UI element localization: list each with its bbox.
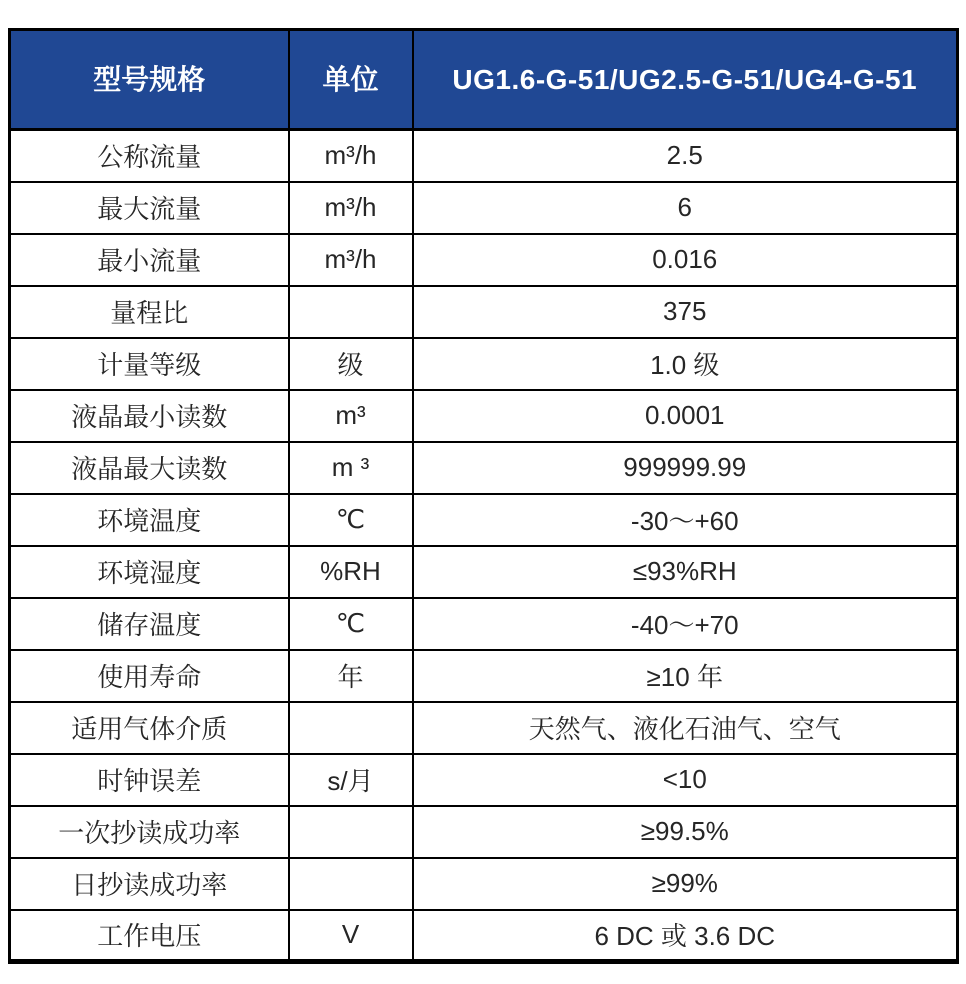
spec-unit-cell bbox=[289, 806, 413, 858]
table-row bbox=[10, 182, 958, 234]
spec-unit-cell: 年 bbox=[289, 650, 413, 702]
table-row bbox=[10, 546, 958, 598]
table-row bbox=[10, 806, 958, 858]
spec-label-cell: 适用气体介质 bbox=[10, 702, 289, 754]
spec-unit-cell: %RH bbox=[289, 546, 413, 598]
spec-label-cell: 一次抄读成功率 bbox=[10, 806, 289, 858]
spec-value-cell: ≤93%RH bbox=[413, 546, 958, 598]
spec-unit-cell bbox=[289, 286, 413, 338]
table-row bbox=[10, 650, 958, 702]
spec-label-cell: 时钟误差 bbox=[10, 754, 289, 806]
spec-label-cell: 计量等级 bbox=[10, 338, 289, 390]
header-row bbox=[10, 30, 958, 130]
spec-label-cell: 公称流量 bbox=[10, 130, 289, 182]
spec-unit-cell: m³/h bbox=[289, 182, 413, 234]
spec-unit-cell: m³ bbox=[289, 390, 413, 442]
table-row bbox=[10, 234, 958, 286]
spec-value-cell: 375 bbox=[413, 286, 958, 338]
spec-value-cell: -30～+60 bbox=[413, 494, 958, 546]
spec-label-cell: 日抄读成功率 bbox=[10, 858, 289, 910]
spec-label-cell: 环境温度 bbox=[10, 494, 289, 546]
spec-value-cell: <10 bbox=[413, 754, 958, 806]
spec-value-cell: -40～+70 bbox=[413, 598, 958, 650]
spec-value-cell: ≥10 年 bbox=[413, 650, 958, 702]
header-cell-model-series: UG1.6-G-51/UG2.5-G-51/UG4-G-51 bbox=[413, 30, 958, 130]
spec-value-cell: 0.0001 bbox=[413, 390, 958, 442]
spec-value-cell: 6 bbox=[413, 182, 958, 234]
spec-unit-cell: s/月 bbox=[289, 754, 413, 806]
spec-unit-cell: V bbox=[289, 910, 413, 962]
spec-label-cell: 量程比 bbox=[10, 286, 289, 338]
spec-unit-cell: m ³ bbox=[289, 442, 413, 494]
spec-label-cell: 使用寿命 bbox=[10, 650, 289, 702]
spec-label-cell: 储存温度 bbox=[10, 598, 289, 650]
spec-label-cell: 工作电压 bbox=[10, 910, 289, 962]
table-row bbox=[10, 130, 958, 182]
spec-value-cell: 1.0 级 bbox=[413, 338, 958, 390]
spec-value-cell: 2.5 bbox=[413, 130, 958, 182]
spec-unit-cell: ℃ bbox=[289, 494, 413, 546]
spec-unit-cell: m³/h bbox=[289, 130, 413, 182]
spec-label-cell: 最小流量 bbox=[10, 234, 289, 286]
spec-value-cell: 0.016 bbox=[413, 234, 958, 286]
spec-unit-cell: m³/h bbox=[289, 234, 413, 286]
header-cell-model: 型号规格 bbox=[10, 30, 289, 130]
table-row bbox=[10, 910, 958, 962]
spec-value-cell: ≥99.5% bbox=[413, 806, 958, 858]
table-row bbox=[10, 390, 958, 442]
spec-table-header bbox=[10, 30, 958, 130]
spec-value-cell: 天然气、液化石油气、空气 bbox=[413, 702, 958, 754]
spec-table bbox=[8, 28, 959, 964]
table-row bbox=[10, 754, 958, 806]
spec-label-cell: 最大流量 bbox=[10, 182, 289, 234]
table-row bbox=[10, 442, 958, 494]
spec-label-cell: 环境湿度 bbox=[10, 546, 289, 598]
spec-unit-cell: 级 bbox=[289, 338, 413, 390]
spec-unit-cell bbox=[289, 702, 413, 754]
spec-table-body bbox=[10, 130, 958, 962]
table-row bbox=[10, 702, 958, 754]
spec-value-cell: 6 DC 或 3.6 DC bbox=[413, 910, 958, 962]
spec-label-cell: 液晶最大读数 bbox=[10, 442, 289, 494]
table-row bbox=[10, 494, 958, 546]
header-cell-unit: 单位 bbox=[289, 30, 413, 130]
spec-value-cell: 999999.99 bbox=[413, 442, 958, 494]
table-row bbox=[10, 858, 958, 910]
spec-unit-cell: ℃ bbox=[289, 598, 413, 650]
table-row bbox=[10, 286, 958, 338]
spec-value-cell: ≥99% bbox=[413, 858, 958, 910]
table-row bbox=[10, 598, 958, 650]
spec-label-cell: 液晶最小读数 bbox=[10, 390, 289, 442]
table-row bbox=[10, 338, 958, 390]
spec-unit-cell bbox=[289, 858, 413, 910]
